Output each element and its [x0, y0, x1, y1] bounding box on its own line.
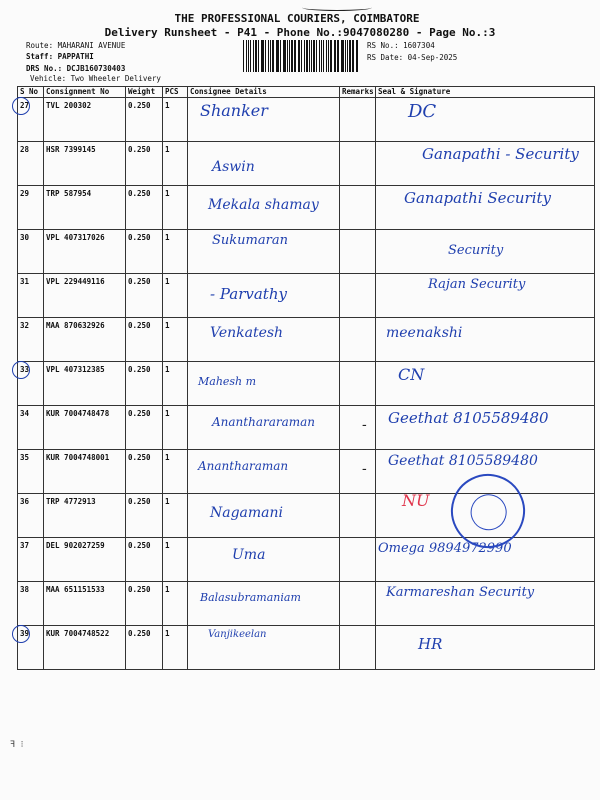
- red-ink-mark: NU: [402, 491, 430, 510]
- row-pcs: 1: [163, 362, 188, 406]
- col-header-consignee: Consignee Details: [188, 87, 340, 98]
- row-consignee-details: [188, 538, 340, 582]
- row-sno-text: 27: [20, 101, 30, 110]
- row-seal-signature: [376, 362, 595, 406]
- col-header-weight: Weight: [126, 87, 163, 98]
- row-sno-text: 32: [20, 321, 30, 330]
- consignee-handwriting: - Parvathy: [210, 285, 287, 303]
- row-sno: [18, 538, 44, 582]
- row-sno: [18, 98, 44, 142]
- row-weight: 0.250: [126, 230, 163, 274]
- consignee-handwriting: Sukumaran: [212, 233, 288, 248]
- table-row: [18, 362, 595, 406]
- row-consignment-no: KUR 7004748522: [44, 626, 126, 670]
- barcode: [243, 40, 359, 72]
- signature-handwriting: Ganapathi - Security: [422, 145, 579, 163]
- row-sno: [18, 582, 44, 626]
- margin-scribble: ꟻ ⁝: [10, 740, 24, 750]
- col-header-signature: Seal & Signature: [376, 87, 595, 98]
- row-sno-text: 39: [20, 629, 30, 638]
- row-pcs: 1: [163, 274, 188, 318]
- consignee-handwriting: Mahesh m: [198, 375, 257, 388]
- row-consignment-no: TRP 587954: [44, 186, 126, 230]
- row-sno: [18, 318, 44, 362]
- table-row: [18, 98, 595, 142]
- signature-handwriting: Karmareshan Security: [386, 585, 535, 600]
- row-consignee-details: [188, 318, 340, 362]
- row-sno-text: 31: [20, 277, 30, 286]
- vehicle-label: Vehicle: Two Wheeler Delivery: [30, 74, 161, 83]
- row-weight: 0.250: [126, 142, 163, 186]
- row-sno-text: 35: [20, 453, 30, 462]
- table-row: [18, 582, 595, 626]
- row-seal-signature: [376, 406, 595, 450]
- table-header-row: [18, 87, 595, 98]
- col-header-consignment: Consignment No: [44, 87, 126, 98]
- ink-circle-mark: [12, 97, 30, 115]
- table-row: [18, 230, 595, 274]
- row-sno-text: 29: [20, 189, 30, 198]
- ink-circle-mark: [12, 361, 30, 379]
- route-label: Route: MAHARANI AVENUE: [26, 41, 126, 50]
- row-sno: [18, 406, 44, 450]
- rs-number: RS No.: 1607304: [367, 41, 435, 50]
- consignee-handwriting: Aswin: [212, 159, 255, 175]
- row-consignee-details: [188, 362, 340, 406]
- col-header-sno: S No: [18, 87, 44, 98]
- row-consignment-no: KUR 7004748001: [44, 450, 126, 494]
- row-consignee-details: [188, 274, 340, 318]
- row-consignment-no: VPL 407317026: [44, 230, 126, 274]
- row-weight: 0.250: [126, 494, 163, 538]
- row-sno: [18, 230, 44, 274]
- row-sno: [18, 142, 44, 186]
- row-weight: 0.250: [126, 98, 163, 142]
- row-consignment-no: MAA 651151533: [44, 582, 126, 626]
- row-sno: [18, 450, 44, 494]
- signature-handwriting: Geethat 8105589480: [388, 409, 549, 427]
- row-sno-text: 37: [20, 541, 30, 550]
- row-seal-signature: [376, 582, 595, 626]
- table-row: [18, 142, 595, 186]
- seal-inner-ring: [466, 490, 511, 535]
- row-consignee-details: [188, 626, 340, 670]
- row-consignee-details: [188, 494, 340, 538]
- consignee-handwriting: Nagamani: [210, 505, 284, 521]
- row-seal-signature: [376, 318, 595, 362]
- ink-circle-mark: [12, 625, 30, 643]
- row-pcs: 1: [163, 582, 188, 626]
- row-consignee-details: [188, 142, 340, 186]
- row-pcs: 1: [163, 406, 188, 450]
- row-sno-text: 30: [20, 233, 30, 242]
- table-row: [18, 274, 595, 318]
- signature-handwriting: Security: [448, 243, 504, 258]
- row-pcs: 1: [163, 626, 188, 670]
- row-weight: 0.250: [126, 450, 163, 494]
- table-row: [18, 538, 595, 582]
- row-consignee-details: [188, 98, 340, 142]
- table-row: [18, 626, 595, 670]
- row-seal-signature: [376, 142, 595, 186]
- signature-handwriting: CN: [398, 365, 425, 384]
- row-sno: [18, 274, 44, 318]
- row-consignee-details: [188, 186, 340, 230]
- row-sno-text: 36: [20, 497, 30, 506]
- remarks-mark: -: [362, 417, 367, 433]
- row-seal-signature: [376, 98, 595, 142]
- row-consignee-details: [188, 582, 340, 626]
- row-pcs: 1: [163, 538, 188, 582]
- row-weight: 0.250: [126, 186, 163, 230]
- col-header-pcs: PCS: [163, 87, 188, 98]
- decorative-stroke: [302, 4, 372, 11]
- row-weight: 0.250: [126, 582, 163, 626]
- signature-handwriting: DC: [408, 101, 437, 122]
- table-row: [18, 186, 595, 230]
- row-weight: 0.250: [126, 362, 163, 406]
- consignee-handwriting: Venkatesh: [210, 325, 284, 341]
- row-sno-text: 38: [20, 585, 30, 594]
- row-pcs: 1: [163, 318, 188, 362]
- signature-handwriting: Ganapathi Security: [404, 189, 552, 207]
- row-pcs: 1: [163, 142, 188, 186]
- row-pcs: 1: [163, 186, 188, 230]
- row-seal-signature: [376, 230, 595, 274]
- row-sno-text: 28: [20, 145, 30, 154]
- row-consignment-no: VPL 407312385: [44, 362, 126, 406]
- row-seal-signature: [376, 274, 595, 318]
- staff-label: Staff: PAPPATHI: [26, 52, 94, 61]
- signature-handwriting: Geethat 8105589480: [388, 453, 538, 469]
- runsheet-title: Delivery Runsheet - P41 - Phone No.:9047080280 - Page No.:3: [104, 26, 496, 39]
- row-sno-text: 34: [20, 409, 30, 418]
- row-consignment-no: TVL 200302: [44, 98, 126, 142]
- row-consignee-details: [188, 450, 340, 494]
- consignee-handwriting: Vanjikeelan: [208, 629, 267, 640]
- signature-handwriting: Omega 9894972990: [378, 541, 512, 556]
- col-header-remarks: Remarks: [340, 87, 376, 98]
- runsheet-table: [17, 86, 595, 670]
- row-pcs: 1: [163, 494, 188, 538]
- row-consignment-no: KUR 7004748478: [44, 406, 126, 450]
- row-weight: 0.250: [126, 274, 163, 318]
- table-row: [18, 318, 595, 362]
- row-weight: 0.250: [126, 318, 163, 362]
- signature-handwriting: HR: [418, 635, 443, 653]
- row-consignment-no: MAA 870632926: [44, 318, 126, 362]
- row-consignee-details: [188, 406, 340, 450]
- row-sno-text: 33: [20, 365, 30, 374]
- row-weight: 0.250: [126, 626, 163, 670]
- consignee-handwriting: Balasubramaniam: [200, 591, 301, 604]
- company-name: THE PROFESSIONAL COURIERS, COIMBATORE: [174, 12, 420, 25]
- row-consignment-no: TRP 4772913: [44, 494, 126, 538]
- table-row: [18, 406, 595, 450]
- row-pcs: 1: [163, 450, 188, 494]
- row-consignment-no: VPL 229449116: [44, 274, 126, 318]
- consignee-handwriting: Uma: [232, 547, 266, 563]
- row-consignee-details: [188, 230, 340, 274]
- consignee-handwriting: Ananthararaman: [212, 415, 316, 429]
- consignee-handwriting: Mekala shamay: [208, 197, 319, 213]
- row-consignment-no: DEL 902027259: [44, 538, 126, 582]
- row-sno: [18, 186, 44, 230]
- row-seal-signature: [376, 626, 595, 670]
- rs-date: RS Date: 04-Sep-2025: [367, 53, 458, 62]
- consignee-handwriting: Shanker: [200, 101, 268, 120]
- row-pcs: 1: [163, 98, 188, 142]
- row-sno: [18, 494, 44, 538]
- row-consignment-no: HSR 7399145: [44, 142, 126, 186]
- consignee-handwriting: Anantharaman: [198, 459, 289, 473]
- row-sno: [18, 626, 44, 670]
- row-weight: 0.250: [126, 538, 163, 582]
- row-weight: 0.250: [126, 406, 163, 450]
- row-pcs: 1: [163, 230, 188, 274]
- signature-handwriting: Rajan Security: [428, 277, 526, 292]
- drs-label: DRS No.: DCJB160730403: [26, 64, 126, 73]
- row-sno: [18, 362, 44, 406]
- signature-handwriting: meenakshi: [386, 325, 463, 341]
- row-seal-signature: [376, 186, 595, 230]
- remarks-mark: -: [362, 461, 367, 477]
